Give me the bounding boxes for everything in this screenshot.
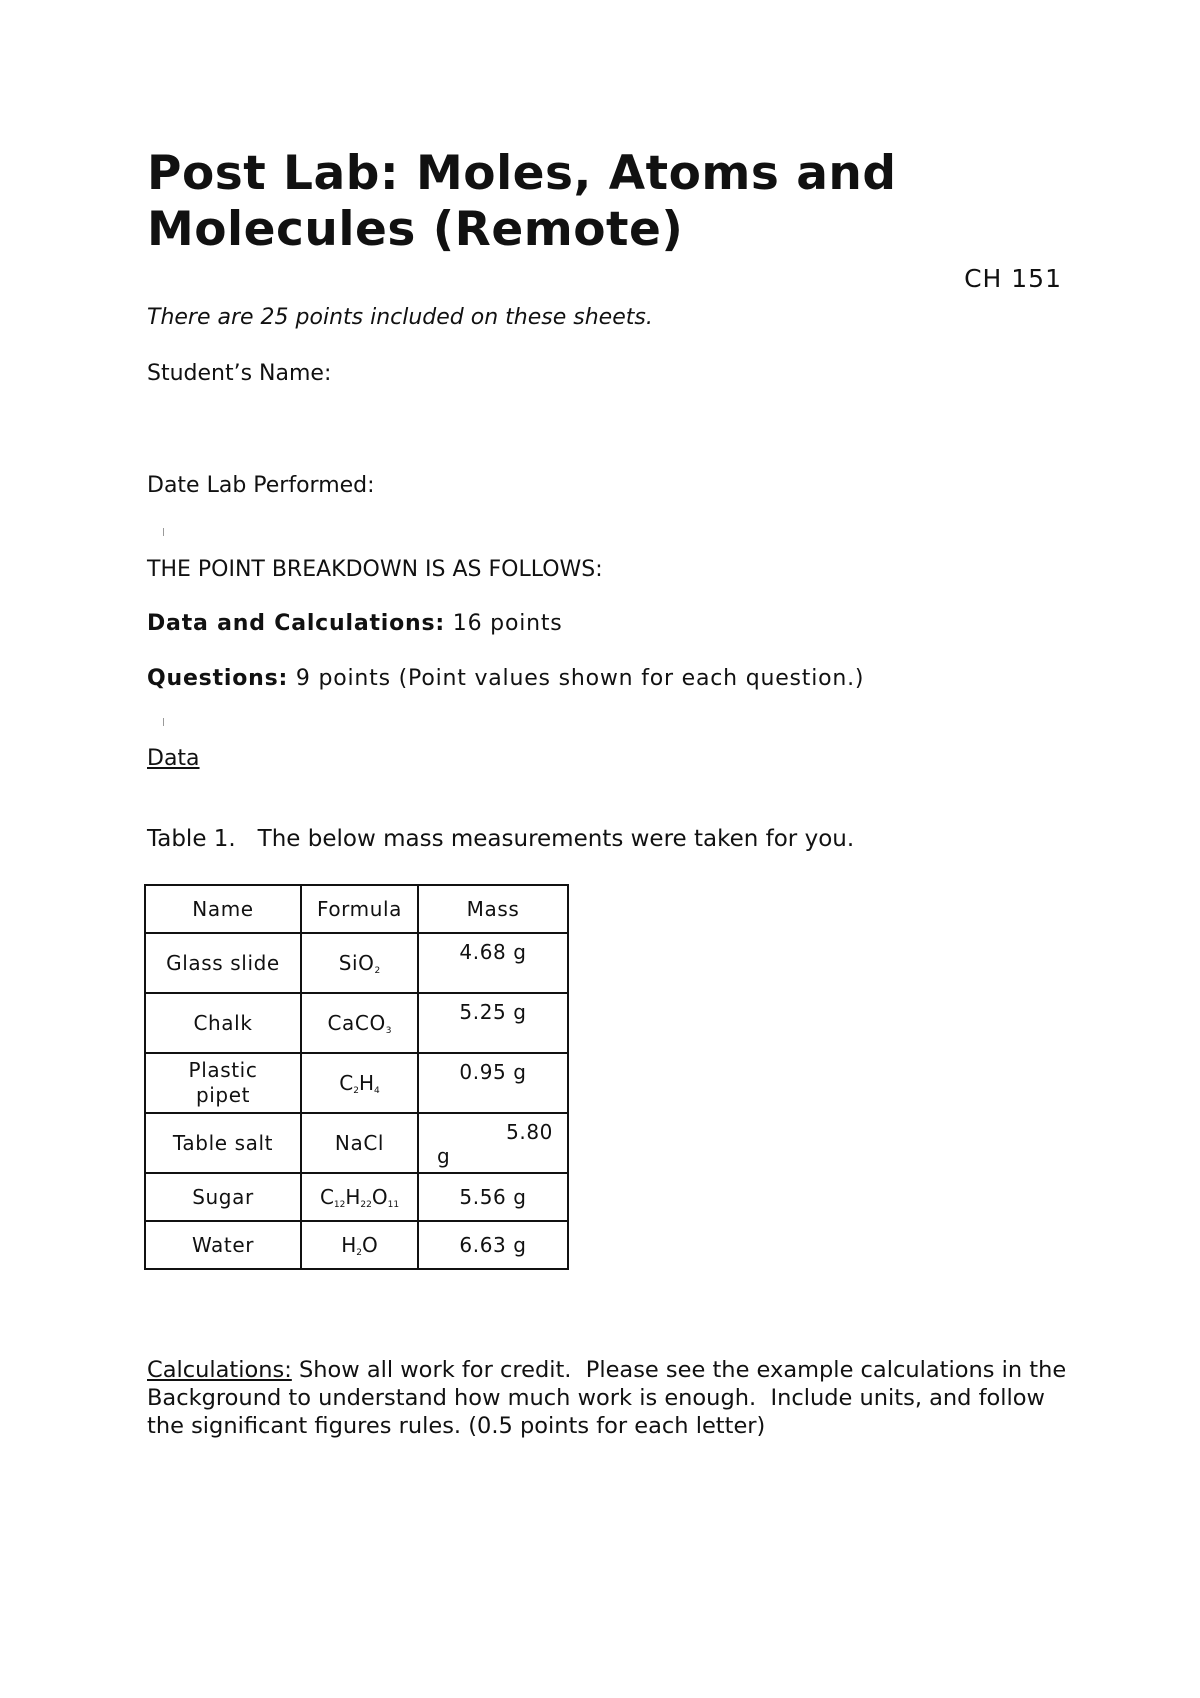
cell-formula: $C_2H_4$ [301, 1053, 418, 1113]
cell-formula: NaCl [301, 1113, 418, 1173]
header-formula: Formula [301, 885, 418, 933]
page-title: Post Lab: Moles, Atoms and Molecules (Remote) [147, 146, 897, 257]
table-header-row [145, 885, 568, 933]
calculations-text: Show all work for credit. Please see the example calculations in the Background to understand how much work is enough. Include units, and follow the significant figures rules. (0.5 points for each letter) [147, 1357, 1074, 1439]
cell-name: Glass slide [145, 933, 301, 993]
cell-name: Plastic pipet [145, 1053, 301, 1113]
date-performed-label: Date Lab Performed: [147, 473, 375, 498]
breakdown-data-value: 16 points [452, 611, 563, 636]
mass-measurements-table [144, 884, 569, 1270]
table-row [145, 1113, 568, 1173]
breakdown-questions-value: 9 points (Point values shown for each question.) [295, 666, 865, 691]
cell-name: Water [145, 1221, 301, 1269]
header-name: Name [145, 885, 301, 933]
table-caption: Table 1. The below mass measurements were taken for you. [147, 826, 855, 852]
cell-name: Table salt [145, 1113, 301, 1173]
cell-mass: 5.25 g [418, 993, 568, 1053]
cell-name: Chalk [145, 993, 301, 1053]
breakdown-data-line [147, 610, 563, 638]
table-row [145, 993, 568, 1053]
breakdown-questions-label: Questions: [147, 666, 289, 691]
breakdown-heading: THE POINT BREAKDOWN IS AS FOLLOWS: [147, 557, 603, 582]
cell-formula: SiO$_2$ [301, 933, 418, 993]
points-intro: There are 25 points included on these sheets. [147, 305, 653, 330]
table-row [145, 933, 568, 993]
data-section-heading: Data [147, 746, 200, 771]
cell-mass: 6.63 g [418, 1221, 568, 1269]
breakdown-data-label: Data and Calculations: [147, 611, 445, 636]
cell-mass: 4.68 g [418, 933, 568, 993]
table-row [145, 1173, 568, 1221]
course-code: CH 151 [964, 264, 1062, 293]
cell-name: Sugar [145, 1173, 301, 1221]
table-row [145, 1221, 568, 1269]
student-name-label: Student’s Name: [147, 361, 332, 386]
paragraph-mark [163, 528, 164, 536]
cell-mass: 5.80 g [418, 1113, 568, 1173]
calculations-paragraph [147, 1356, 1074, 1440]
cell-mass: 0.95 g [418, 1053, 568, 1113]
table-row [145, 1053, 568, 1113]
cell-formula: CaCO$_3$ [301, 993, 418, 1053]
calculations-label: Calculations: [147, 1357, 292, 1383]
paragraph-mark [163, 718, 164, 726]
cell-formula: $C_{12}H_{22}O_{11}$ [301, 1173, 418, 1221]
cell-mass: 5.56 g [418, 1173, 568, 1221]
breakdown-questions-line [147, 665, 864, 693]
cell-formula: $H_2O$ [301, 1221, 418, 1269]
header-mass: Mass [418, 885, 568, 933]
